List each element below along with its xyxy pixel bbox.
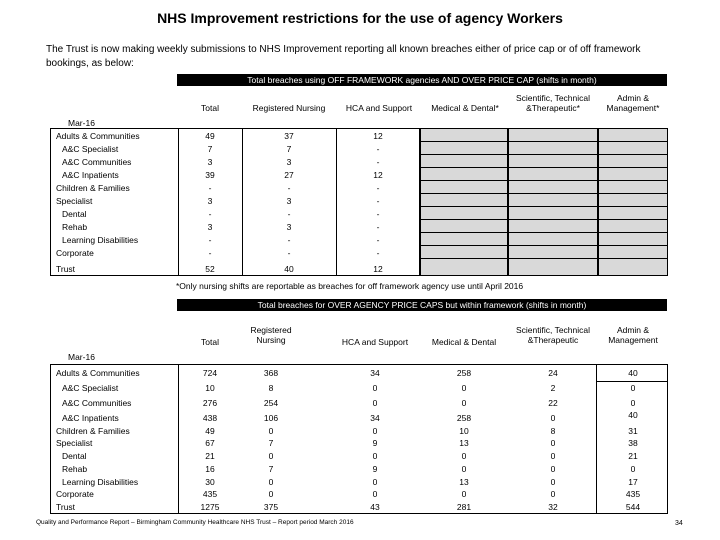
t1-grey-line xyxy=(420,206,668,207)
cell: 9 xyxy=(372,464,378,474)
cell: 27 xyxy=(284,170,294,180)
t1-scientific-unavailable xyxy=(508,128,598,276)
cell: 13 xyxy=(459,438,469,448)
cell: 0 xyxy=(550,438,556,448)
cell: 31 xyxy=(628,426,638,436)
t2-header-medical: Medical & Dental xyxy=(431,337,497,347)
cell: 258 xyxy=(456,368,472,378)
cell: 13 xyxy=(459,477,469,487)
row-label: Dental xyxy=(62,209,87,219)
row-label: A&C Specialist xyxy=(62,383,119,393)
cell: 0 xyxy=(461,464,467,474)
cell: 38 xyxy=(628,438,638,448)
cell: 10 xyxy=(459,426,469,436)
cell: 49 xyxy=(205,131,215,141)
cell: 0 xyxy=(630,383,636,393)
cell: 40 xyxy=(628,368,638,378)
t1-period-label: Mar-16 xyxy=(68,118,95,128)
cell: 12 xyxy=(373,170,383,180)
row-label: A&C Specialist xyxy=(62,144,119,154)
cell: 3 xyxy=(286,222,292,232)
cell: 34 xyxy=(370,413,380,423)
table2-banner: Total breaches for OVER AGENCY PRICE CAPS but within framework (shifts in month) xyxy=(177,299,667,311)
cell: 10 xyxy=(205,383,215,393)
row-label: Dental xyxy=(62,451,87,461)
t1-grey-line xyxy=(420,154,668,155)
row-label: Adults & Communities xyxy=(56,131,140,141)
cell: 37 xyxy=(284,131,294,141)
cell: 7 xyxy=(207,144,213,154)
cell: 12 xyxy=(373,131,383,141)
cell: - xyxy=(376,235,380,245)
cell: 0 xyxy=(461,398,467,408)
cell: 40 xyxy=(284,264,294,274)
cell: 106 xyxy=(263,413,279,423)
cell: - xyxy=(376,222,380,232)
t2-divider-trust-top xyxy=(596,381,668,382)
row-label: A&C Inpatients xyxy=(62,413,119,423)
cell: - xyxy=(376,157,380,167)
cell: 0 xyxy=(461,489,467,499)
t1-header-scientific: Scientific, Technical &Therapeutic* xyxy=(515,93,591,113)
t1-grey-line xyxy=(420,232,668,233)
cell: 30 xyxy=(205,477,215,487)
cell: 0 xyxy=(372,398,378,408)
t1-grey-line xyxy=(420,245,668,246)
cell: 0 xyxy=(550,489,556,499)
t1-grey-line xyxy=(420,193,668,194)
table1-banner: Total breaches using OFF FRAMEWORK agencies AND OVER PRICE CAP (shifts in month) xyxy=(177,74,667,86)
cell: - xyxy=(376,183,380,193)
cell: 8 xyxy=(550,426,556,436)
cell: 3 xyxy=(286,157,292,167)
cell: 43 xyxy=(370,502,380,512)
cell: 22 xyxy=(548,398,558,408)
row-label: Trust xyxy=(56,502,76,512)
cell: 52 xyxy=(205,264,215,274)
cell: - xyxy=(376,209,380,219)
cell: - xyxy=(287,235,291,245)
t2-period-label: Mar-16 xyxy=(68,352,95,362)
t2-header-total: Total xyxy=(201,337,219,347)
t1-grey-line xyxy=(420,219,668,220)
row-label: A&C Communities xyxy=(62,398,132,408)
row-label: Adults & Communities xyxy=(56,368,140,378)
cell: 39 xyxy=(205,170,215,180)
cell: - xyxy=(208,209,212,219)
t1-admin-unavailable xyxy=(598,128,668,276)
row-label: Children & Families xyxy=(56,426,130,436)
cell: 3 xyxy=(207,157,213,167)
cell: - xyxy=(208,183,212,193)
cell: 32 xyxy=(548,502,558,512)
cell: 3 xyxy=(207,222,213,232)
cell: 281 xyxy=(456,502,472,512)
t1-grey-line xyxy=(420,258,668,259)
cell: 0 xyxy=(268,489,274,499)
page-title: NHS Improvement restrictions for the use of agency Workers xyxy=(157,10,563,26)
cell: 17 xyxy=(628,477,638,487)
cell: 0 xyxy=(550,451,556,461)
cell: - xyxy=(376,144,380,154)
cell: 24 xyxy=(548,368,558,378)
cell: - xyxy=(287,183,291,193)
cell: - xyxy=(208,248,212,258)
cell: 7 xyxy=(286,144,292,154)
cell: 435 xyxy=(625,489,641,499)
cell: 0 xyxy=(461,451,467,461)
cell: 0 xyxy=(268,426,274,436)
row-label: Learning Disabilities xyxy=(62,477,139,487)
cell: 16 xyxy=(205,464,215,474)
cell: 438 xyxy=(202,413,218,423)
row-label: Specialist xyxy=(56,438,93,448)
cell: 0 xyxy=(630,464,636,474)
cell: 254 xyxy=(263,398,279,408)
cell: 0 xyxy=(630,398,636,408)
page-number: 34 xyxy=(675,520,683,527)
cell: 49 xyxy=(205,426,215,436)
cell: 0 xyxy=(372,489,378,499)
cell: 368 xyxy=(263,368,279,378)
cell: 0 xyxy=(550,413,556,423)
row-label: Trust xyxy=(56,264,76,274)
cell: 8 xyxy=(268,383,274,393)
cell: - xyxy=(287,209,291,219)
row-label: Specialist xyxy=(56,196,93,206)
t1-header-hca: HCA and Support xyxy=(345,103,413,113)
footer-text: Quality and Performance Report – Birmingham Community Healthcare NHS Trust – Report period March 2016 xyxy=(36,519,354,526)
cell: - xyxy=(376,196,380,206)
cell: 0 xyxy=(372,477,378,487)
row-label: A&C Inpatients xyxy=(62,170,119,180)
cell: 544 xyxy=(625,502,641,512)
cell: - xyxy=(376,248,380,258)
t1-header-admin: Admin & Management* xyxy=(606,93,660,113)
cell: 7 xyxy=(268,464,274,474)
cell: 0 xyxy=(550,464,556,474)
cell: 375 xyxy=(263,502,279,512)
cell: 1275 xyxy=(200,502,220,512)
t2-header-scientific: Scientific, Technical &Therapeutic xyxy=(515,325,591,345)
cell: 0 xyxy=(372,451,378,461)
cell: 21 xyxy=(628,451,638,461)
t1-grey-line xyxy=(420,180,668,181)
cell: 0 xyxy=(550,477,556,487)
cell: 724 xyxy=(202,368,218,378)
row-label: Corporate xyxy=(56,248,94,258)
cell: 3 xyxy=(207,196,213,206)
t1-header-total: Total xyxy=(201,103,219,113)
t1-medical-unavailable xyxy=(420,128,508,276)
cell: - xyxy=(287,248,291,258)
row-label: Children & Families xyxy=(56,183,130,193)
t2-header-admin: Admin & Management xyxy=(608,325,658,345)
row-label: Rehab xyxy=(62,222,88,232)
intro-text: The Trust is now making weekly submissions to NHS Improvement reporting all known breaches either of price cap or of off framework bookings, as below: xyxy=(46,44,641,69)
cell: 67 xyxy=(205,438,215,448)
cell: 9 xyxy=(372,438,378,448)
cell: 0 xyxy=(372,426,378,436)
t2-header-hca: HCA and Support xyxy=(341,337,409,347)
cell: 7 xyxy=(268,438,274,448)
cell: 3 xyxy=(286,196,292,206)
cell: 2 xyxy=(550,383,556,393)
cell: 0 xyxy=(268,477,274,487)
row-label: A&C Communities xyxy=(62,157,132,167)
cell: 435 xyxy=(202,489,218,499)
row-label: Corporate xyxy=(56,489,94,499)
cell: 276 xyxy=(202,398,218,408)
t1-header-medical: Medical & Dental* xyxy=(431,103,499,113)
cell: 0 xyxy=(268,451,274,461)
cell: - xyxy=(208,235,212,245)
cell: 0 xyxy=(372,383,378,393)
row-label: Rehab xyxy=(62,464,88,474)
t2-header-nursing: Registered Nursing xyxy=(250,325,292,345)
row-label: Learning Disabilities xyxy=(62,235,139,245)
cell: 12 xyxy=(373,264,383,274)
cell: 258 xyxy=(456,413,472,423)
cell: 34 xyxy=(370,368,380,378)
cell: 40 xyxy=(628,410,638,420)
t1-header-nursing: Registered Nursing xyxy=(252,103,326,113)
cell: 21 xyxy=(205,451,215,461)
t1-footnote: *Only nursing shifts are reportable as breaches for off framework agency use until April 2016 xyxy=(176,281,524,291)
t1-grey-line xyxy=(420,141,668,142)
cell: 0 xyxy=(461,383,467,393)
t1-grey-line xyxy=(420,167,668,168)
